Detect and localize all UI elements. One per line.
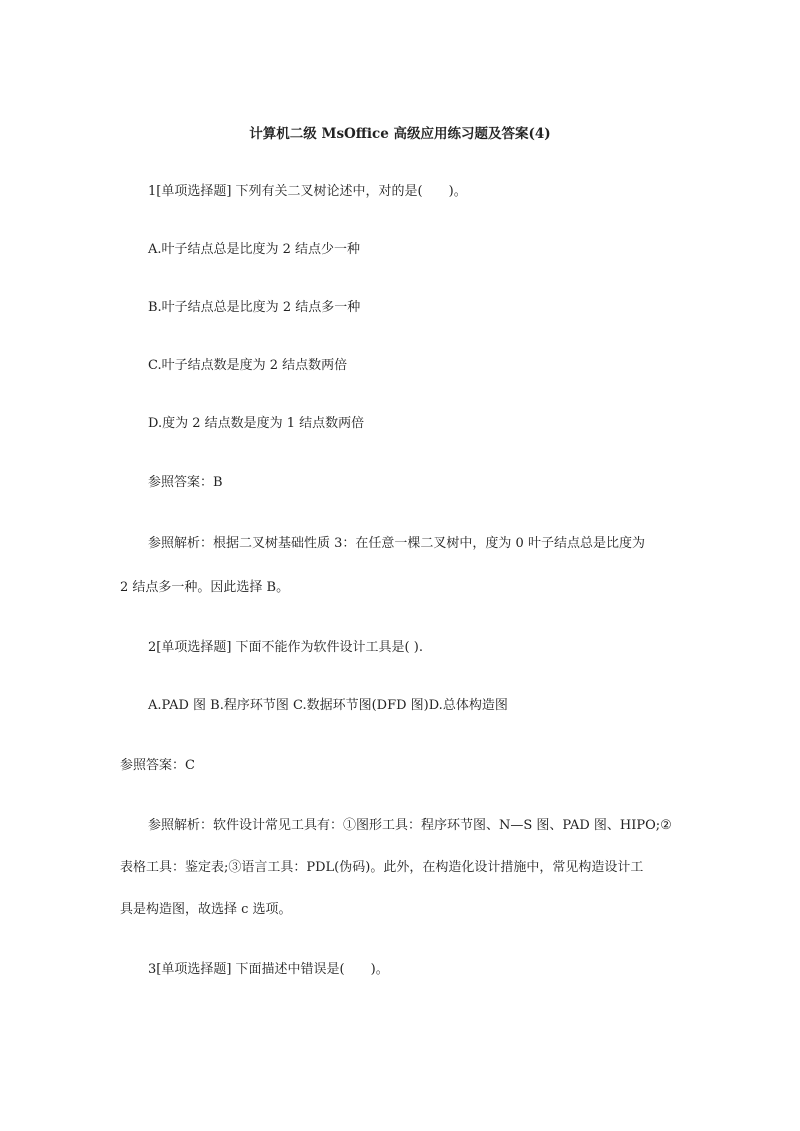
q1-analysis-line-2: 2 结点多一种。因此选择 B。 [120, 580, 290, 595]
q2-stem: 2[单项选择题] 下面不能作为软件设计工具是( ). [148, 640, 423, 655]
q1-option-c: C.叶子结点数是度为 2 结点数两倍 [148, 358, 348, 373]
q2-analysis-line-1: 参照解析：软件设计常见工具有：①图形工具：程序环节图、N—S 图、PAD 图、HIPO;② [148, 818, 672, 833]
q2-answer: 参照答案：C [120, 758, 195, 773]
q2-options: A.PAD 图 B.程序环节图 C.数据环节图(DFD 图)D.总体构造图 [148, 698, 508, 713]
q1-option-a: A.叶子结点总是比度为 2 结点少一种 [148, 242, 361, 257]
q1-stem: 1[单项选择题] 下列有关二叉树论述中，对的是( )。 [148, 184, 467, 199]
q1-answer: 参照答案：B [148, 475, 223, 490]
document-title: 计算机二级 MsOffice 高级应用练习题及答案(4) [249, 126, 551, 142]
q1-option-d: D.度为 2 结点数是度为 1 结点数两倍 [148, 416, 365, 431]
q2-analysis-line-3: 具是构造图，故选择 c 选项。 [120, 902, 292, 917]
q2-analysis-line-2: 表格工具：鉴定表;③语言工具：PDL(伪码)。此外，在构造化设计措施中，常见构造设计工 [120, 860, 644, 875]
q1-option-b: B.叶子结点总是比度为 2 结点多一种 [148, 300, 361, 315]
q1-analysis-line-1: 参照解析：根据二叉树基础性质 3：在任意一棵二叉树中，度为 0 叶子结点总是比度为 [148, 536, 645, 551]
q3-stem: 3[单项选择题] 下面描述中错误是( )。 [148, 962, 389, 977]
